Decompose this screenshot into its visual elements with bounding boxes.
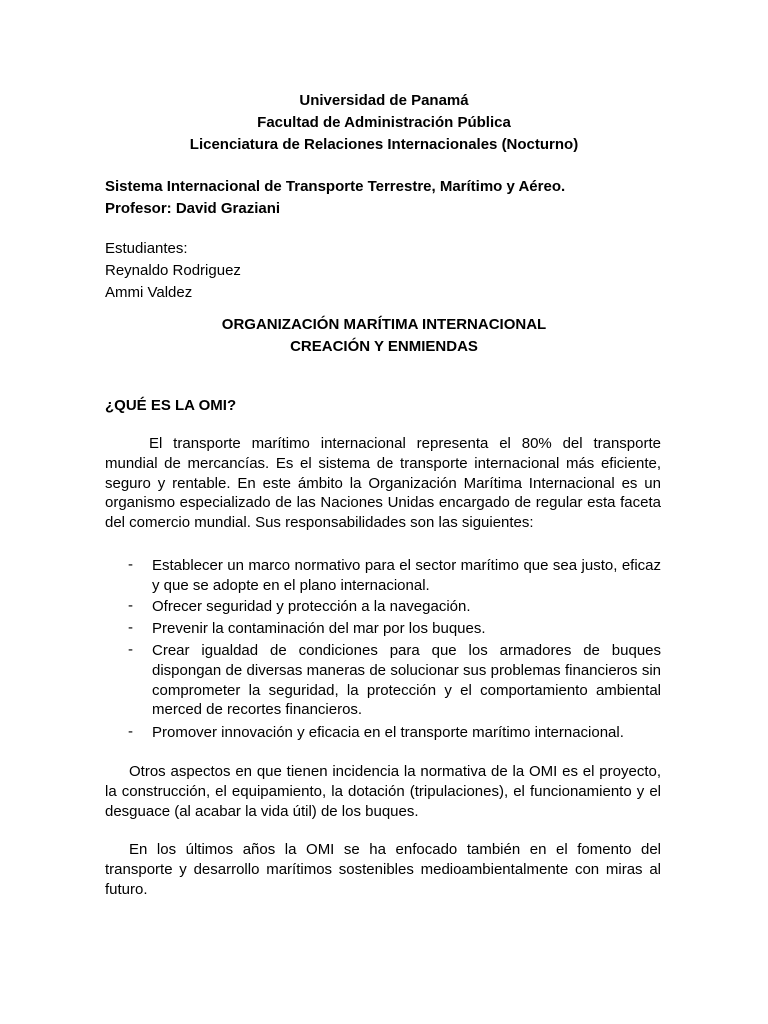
list-item: Ofrecer seguridad y protección a la navegación. — [152, 598, 471, 615]
list-item: Prevenir la contaminación del mar por los buques. — [152, 620, 486, 637]
list-item: Establecer un marco normativo para el sector marítimo que sea justo, eficaz y que se adopte en el plano internacional. — [152, 557, 661, 594]
bullet-marker: - — [128, 619, 133, 636]
intro-paragraph: El transporte marítimo internacional representa el 80% del transporte mundial de mercancías. Es el sistema de transporte internacional más eficiente, seguro y rentable. En este ámbito la Organización Marítima Internacional es un organismo especializado de las Naciones Unidas encargado de regular esta faceta del comercio mundial. Sus responsabilidades son las siguientes: — [105, 435, 661, 532]
document-title: ORGANIZACIÓN MARÍTIMA INTERNACIONAL — [221, 316, 547, 333]
university-name: Universidad de Panamá — [299, 92, 469, 109]
paragraph-aspects: Otros aspectos en que tienen incidencia la normativa de la OMI es el proyecto, la construcción, el equipamiento, la dotación (tripulaciones), el funcionamiento y el desguace (al acabar la vida útil) de los buques. — [105, 763, 661, 820]
course-title: Sistema Internacional de Transporte Terrestre, Marítimo y Aéreo. — [105, 178, 566, 195]
faculty-name: Facultad de Administración Pública — [257, 114, 511, 131]
students-label: Estudiantes: — [105, 240, 188, 257]
program-name: Licenciatura de Relaciones Internacionales (Nocturno) — [189, 136, 579, 153]
list-item: Promover innovación y eficacia en el transporte marítimo internacional. — [152, 724, 624, 741]
student-name: Ammi Valdez — [105, 284, 193, 301]
student-name: Reynaldo Rodriguez — [105, 262, 241, 279]
section-heading: ¿QUÉ ES LA OMI? — [105, 397, 237, 414]
document-subtitle: CREACIÓN Y ENMIENDAS — [290, 338, 478, 355]
paragraph-sustainability: En los últimos años la OMI se ha enfocado también en el fomento del transporte y desarrollo marítimos sostenibles medioambientalmente con miras al futuro. — [105, 841, 661, 898]
bullet-marker: - — [128, 597, 133, 614]
bullet-marker: - — [128, 641, 133, 658]
professor-name: Profesor: David Graziani — [105, 200, 281, 217]
list-item: Crear igualdad de condiciones para que los armadores de buques dispongan de diversas maneras de solucionar sus problemas financieros sin comprometer la seguridad, la protección y el comportamiento ambiental merced de recortes financieros. — [152, 642, 661, 719]
bullet-marker: - — [128, 723, 133, 740]
bullet-marker: - — [128, 556, 133, 573]
